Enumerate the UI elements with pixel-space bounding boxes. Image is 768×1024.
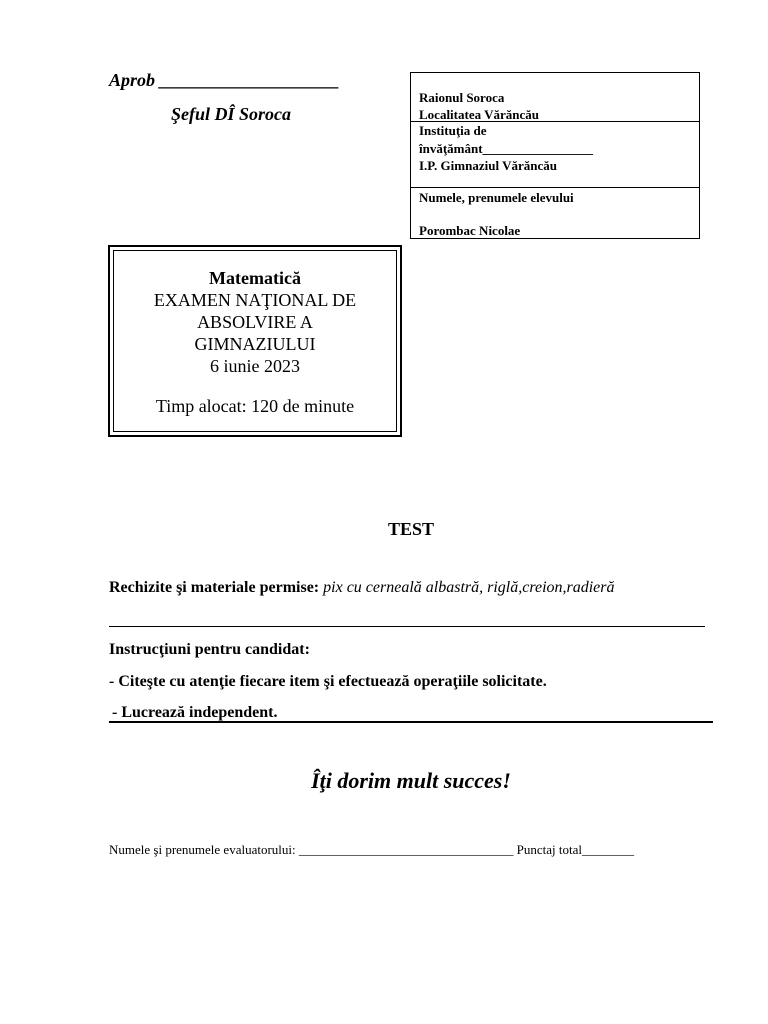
info-divider (411, 187, 699, 188)
chief-title: Şeful DÎ Soroca (171, 104, 292, 124)
test-title: TEST (387, 519, 435, 539)
instruction-item: - Lucrează independent. (112, 704, 278, 721)
student-label: Numele, prenumele elevului (419, 190, 574, 205)
materials-label: Rechizite şi materiale permise: (109, 579, 320, 596)
materials-value: pix cu cerneală albastră, riglă,creion,radieră (319, 579, 615, 596)
instruction-item: - Citeşte cu atenţie fiecare item şi efectuează operaţiile solicitate. (109, 673, 547, 690)
exam-date: 6 iunie 2023 (210, 356, 300, 376)
exam-box (108, 245, 402, 437)
exam-title-line-2: ABSOLVIRE A (197, 312, 313, 332)
district-label: Raionul Soroca (419, 90, 505, 105)
materials-line (109, 579, 615, 597)
student-info-box (410, 72, 700, 239)
exam-subject: Matematică (209, 268, 301, 288)
institution-label: Instituţia de (419, 123, 487, 138)
institution-name: I.P. Gimnaziul Vărăncău (419, 158, 557, 173)
exam-title-line-1: EXAMEN NAŢIONAL DE (153, 290, 357, 310)
separator-line (109, 721, 713, 723)
separator-line (109, 626, 705, 627)
good-luck-message: Îţi dorim mult succes! (311, 768, 511, 793)
evaluator-line: Numele şi prenumele evaluatorului: _________________________________ Punctaj total________ (109, 842, 634, 857)
exam-title-line-3: GIMNAZIULUI (194, 334, 316, 354)
institution-line: învăţământ_________________ (419, 141, 594, 156)
exam-time: Timp alocat: 120 de minute (155, 396, 355, 416)
instructions-title: Instrucţiuni pentru candidat: (109, 641, 310, 658)
approve-line: Aprob ____________________ (109, 70, 340, 90)
student-name: Porombac Nicolae (419, 223, 521, 238)
locality-label: Localitatea Vărăncău (419, 107, 539, 122)
